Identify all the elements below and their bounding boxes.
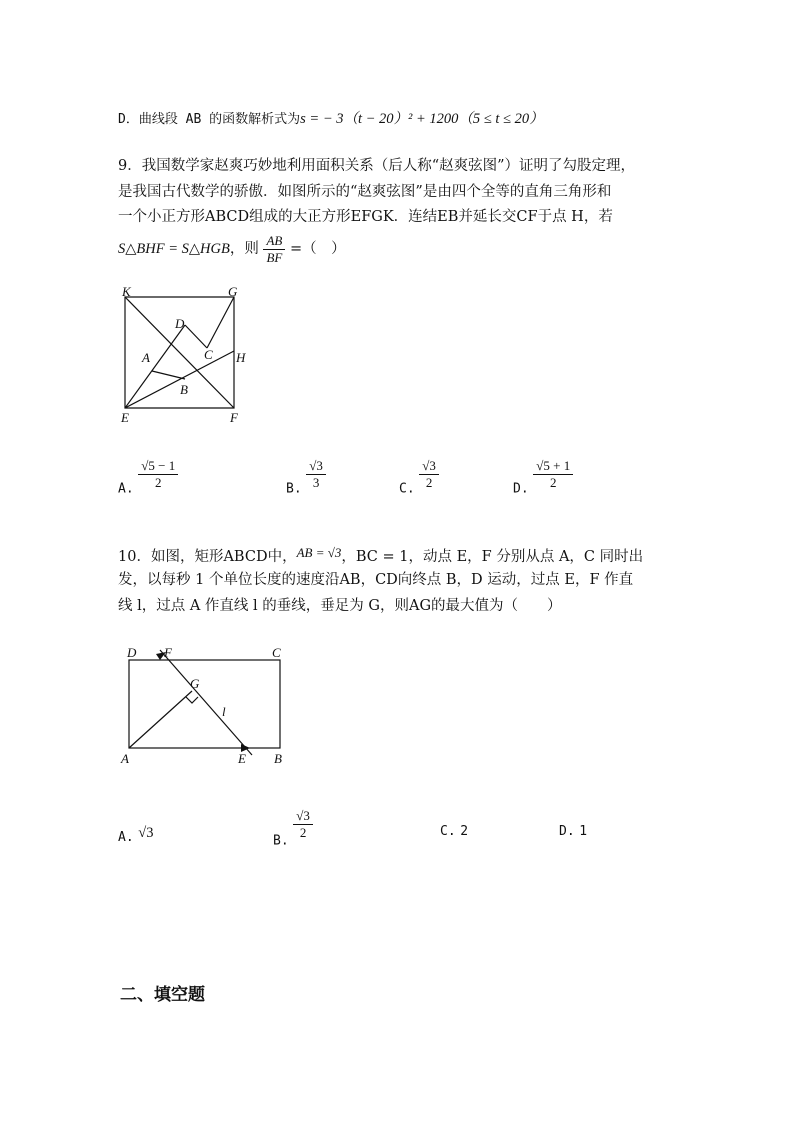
q10-label-e: E xyxy=(238,751,246,766)
q10-option-c-value: 2 xyxy=(460,824,469,839)
q9-label-g: G xyxy=(228,285,238,299)
q9-option-c-num: √3 xyxy=(419,458,439,475)
q9-option-b-den: 3 xyxy=(312,475,320,490)
q10-label-c: C xyxy=(272,645,281,660)
q9-option-b-num: √3 xyxy=(306,458,326,475)
q9-option-d-num: √5 + 1 xyxy=(533,458,573,475)
q9-label-f: F xyxy=(230,410,238,425)
q10-line3: 线 l，过点 A 作直线 l 的垂线，垂足为 G，则AG的最大值为（ ） xyxy=(118,598,562,614)
q9-ratio-num: AB xyxy=(263,233,285,250)
q9-option-c-den: 2 xyxy=(425,475,433,490)
q9-option-a-letter: A. xyxy=(118,481,134,497)
q10-line1b: ，BC = 1，动点 E，F 分别从点 A，C 同时出 xyxy=(341,549,644,565)
q9-option-d-letter: D. xyxy=(513,481,529,497)
q10-line1a: 10．如图，矩形ABCD中， xyxy=(118,549,297,565)
q9-option-b-letter: B. xyxy=(286,481,302,497)
q9-cond-mid: ，则 xyxy=(229,241,259,257)
q9-option-c-fraction xyxy=(419,458,439,491)
q9-option-b-fraction xyxy=(306,458,326,491)
q10-option-c[interactable] xyxy=(440,818,468,845)
q9-option-c[interactable] xyxy=(399,458,439,500)
q8-option-d-label: D．曲线段 AB 的函数解析式为 xyxy=(118,112,301,127)
q10-option-b-num: √3 xyxy=(293,808,313,825)
q9-line-gc xyxy=(207,297,234,348)
q9-line3: 一个小正方形ABCD组成的大正方形EFGK．连结EB并延长交CF于点 H，若 xyxy=(118,209,613,225)
q10-rectangle-abcd xyxy=(129,660,280,748)
q10-label-g: G xyxy=(190,676,200,691)
q9-ratio-den: BF xyxy=(266,249,283,265)
q10-option-d-letter: D. xyxy=(559,824,575,839)
q10-label-l: l xyxy=(222,704,226,719)
q10-ab-eq: AB = √3 xyxy=(296,545,342,560)
q9-option-c-letter: C. xyxy=(399,481,415,497)
q10-option-a-letter: A. xyxy=(118,830,134,845)
q9-line-ab xyxy=(152,371,185,379)
q10-option-d-value: 1 xyxy=(579,824,588,839)
q9-condition xyxy=(118,232,346,266)
q10-right-angle-mark xyxy=(186,697,198,703)
q10-option-b-letter: B. xyxy=(273,833,289,849)
q9-label-e: E xyxy=(121,410,129,425)
q9-zhaoshuang-figure xyxy=(112,285,262,430)
q9-area-condition: S△BHF = S△HGB xyxy=(118,241,230,257)
q10-option-c-letter: C. xyxy=(440,824,456,839)
q10-option-d[interactable] xyxy=(559,818,587,845)
q10-option-b-den: 2 xyxy=(299,825,307,840)
q9-label-d: D xyxy=(175,316,185,331)
q10-label-d: D xyxy=(127,645,137,660)
q9-cond-tail: =（ ） xyxy=(289,241,346,257)
q10-line-l xyxy=(160,650,252,755)
q9-label-k: K xyxy=(122,285,131,299)
q9-option-a-num: √5 − 1 xyxy=(138,458,178,475)
q10-rectangle-figure xyxy=(112,640,302,770)
q10-line2: 发，以每秒 1 个单位长度的速度沿AB，CD向终点 B，D 运动，过点 E，F 作直 xyxy=(118,572,634,588)
q9-ratio-fraction xyxy=(263,233,285,266)
q10-label-f: F xyxy=(164,645,172,660)
q9-line1: 9．我国数学家赵爽巧妙地利用面积关系（后人称“赵爽弦图”）证明了勾股定理， xyxy=(118,158,636,174)
q9-label-a: A xyxy=(142,350,150,365)
q9-option-d-den: 2 xyxy=(550,475,557,490)
q10-option-a[interactable] xyxy=(118,820,153,851)
q9-label-h: H xyxy=(236,350,246,365)
q9-line2: 是我国古代数学的骄傲．如图所示的“赵爽弦图”是由四个全等的直角三角形和 xyxy=(118,184,612,200)
q9-option-a[interactable] xyxy=(118,458,178,500)
q9-option-d-fraction xyxy=(533,458,573,491)
q10-option-b-fraction xyxy=(293,808,313,841)
q10-label-b: B xyxy=(274,751,282,766)
q10-segment-ag xyxy=(129,691,192,748)
q9-line-dc xyxy=(185,325,207,348)
q8-formula: s = − 3（t − 20）² + 1200（5 ≤ t ≤ 20） xyxy=(300,111,544,127)
q9-label-b: B xyxy=(180,382,188,397)
q9-option-d[interactable] xyxy=(513,458,573,500)
q9-line-ed xyxy=(125,325,185,408)
section-heading-fill-blank: 二、填空题 xyxy=(120,985,205,1005)
q9-option-b[interactable] xyxy=(286,458,326,500)
q10-line1 xyxy=(118,540,643,570)
q10-label-a: A xyxy=(121,751,129,766)
q9-option-a-fraction xyxy=(138,458,178,491)
q9-option-a-den: 2 xyxy=(155,475,162,490)
q8-option-d xyxy=(118,106,544,133)
q9-label-c: C xyxy=(204,347,213,362)
q10-option-a-value: √3 xyxy=(138,825,154,841)
q10-option-b[interactable] xyxy=(273,808,313,852)
